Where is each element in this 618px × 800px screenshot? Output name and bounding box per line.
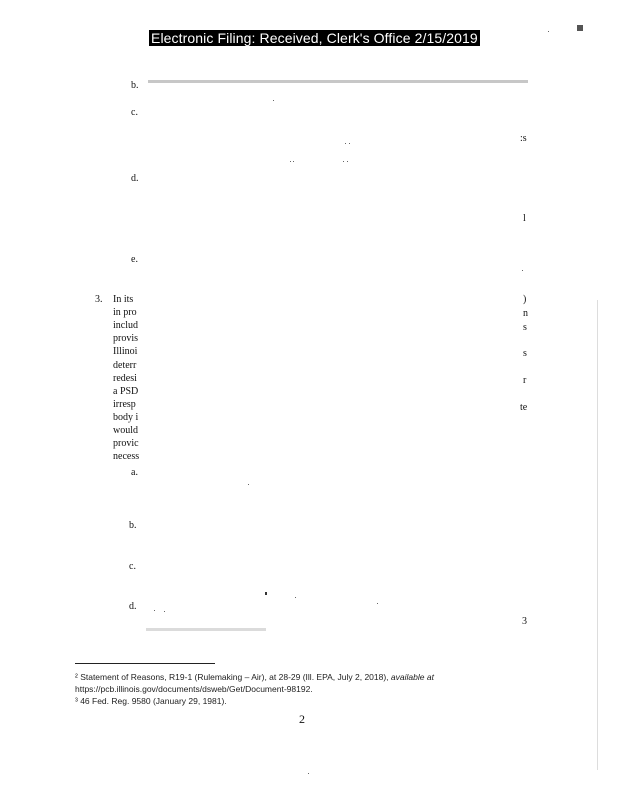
paragraph-number: 3. [95,294,103,305]
speck [349,143,350,144]
right-fragment: ) [523,294,527,305]
speck [347,161,348,162]
paragraph-line: redesi [113,373,137,384]
speck [295,597,296,598]
paragraph-line: in pro [113,307,137,318]
paragraph-line: necess [113,451,140,462]
speck [154,610,155,611]
speck [290,161,291,162]
right-fragment: l [523,213,526,224]
speck [377,603,378,604]
faded-text-line [148,80,528,83]
page-number: 2 [299,712,305,726]
electronic-filing-stamp: Electronic Filing: Received, Clerk's Office 2/15/2019 [151,30,478,46]
speck [293,161,294,162]
list-marker-e: e. [131,254,138,265]
right-fragment: te [520,402,528,413]
paragraph-line: includ [113,320,138,331]
paragraph-line: In its [113,294,134,305]
paragraph-line: provis [113,333,138,344]
paragraph-line: Illinoi [113,346,138,357]
speck [265,592,267,595]
right-fragment: n [523,308,528,319]
paragraph-line: would [113,425,138,436]
right-fragment: r [523,375,527,386]
right-fragment: s [523,322,527,333]
list-marker-d: d. [131,173,139,184]
list-marker-c: c. [131,107,138,118]
paragraph-line: irresp [113,399,136,410]
speck [522,270,523,271]
right-fragment: :s [520,133,527,144]
scan-edge-line [597,300,598,770]
faded-text-line [146,628,266,631]
sublist-marker-d: d. [129,601,137,612]
sublist-marker-b: b. [129,520,137,531]
corner-mark [577,25,583,31]
speck [548,31,549,32]
speck [164,611,165,612]
footnote-rule [75,663,215,664]
right-fragment: 3 [522,616,527,627]
footnote-2-url: https://pcb.illinois.gov/documents/dsweb/Get/Document-98192. [75,684,313,694]
speck [273,100,274,101]
speck [308,773,309,774]
paragraph-line: a PSD [113,386,139,397]
list-marker-b: b. [131,80,139,91]
speck [248,484,249,485]
paragraph-line: body i [113,412,139,423]
right-fragment: s [523,348,527,359]
sublist-marker-c: c. [129,561,136,572]
footnote-2-italic: available at [390,672,434,682]
speck [343,161,344,162]
sublist-marker-a: a. [131,467,138,478]
paragraph-line: provic [113,438,139,449]
footnote-3: ³ 46 Fed. Reg. 9580 (January 29, 1981). [75,696,227,706]
speck [345,143,346,144]
footnote-2-text: ² Statement of Reasons, R19-1 (Rulemaking – Air), at 28-29 (Ill. EPA, July 2, 2018), [75,672,389,682]
paragraph-line: deterr [113,360,137,371]
footnote-2 [75,672,434,683]
